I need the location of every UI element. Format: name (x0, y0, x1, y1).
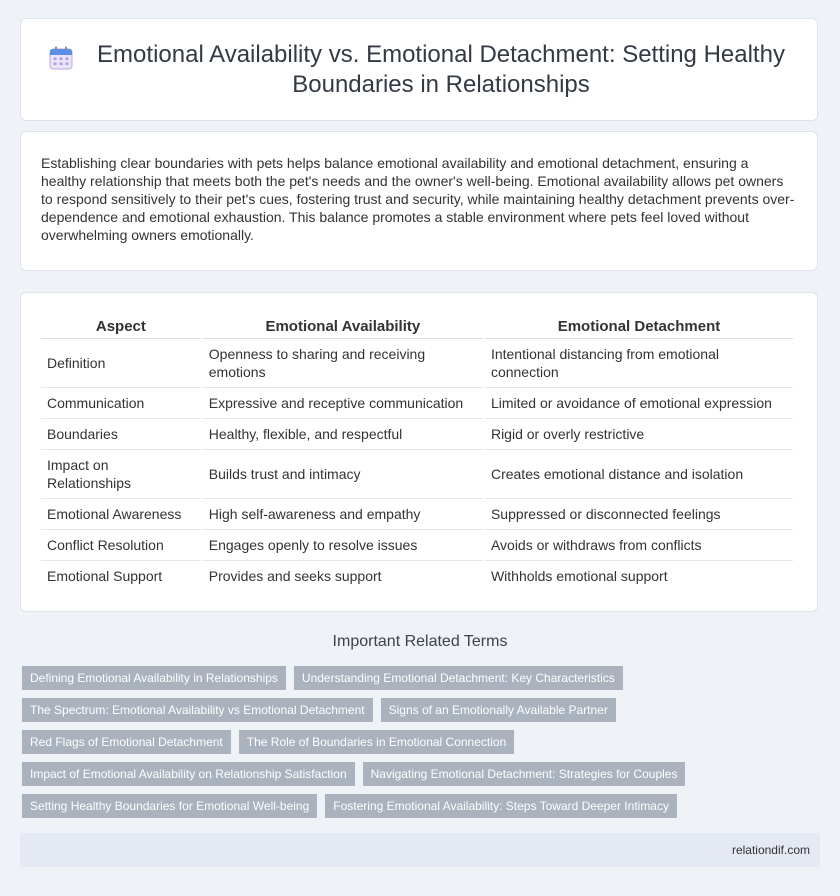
cell-aspect: Impact on Relationships (41, 450, 201, 499)
table-row (41, 530, 793, 561)
related-term-tag[interactable]: Signs of an Emotionally Available Partner (381, 698, 616, 722)
table-row (41, 450, 793, 499)
table-row (41, 339, 793, 388)
calendar-icon (49, 46, 73, 70)
cell-availability: Expressive and receptive communication (203, 388, 483, 419)
related-term-tag[interactable]: Understanding Emotional Detachment: Key Characteristics (294, 666, 623, 690)
related-term-tag[interactable]: The Role of Boundaries in Emotional Connection (239, 730, 515, 754)
header-card (20, 18, 818, 121)
related-term-tag[interactable]: Red Flags of Emotional Detachment (22, 730, 231, 754)
intro-card (20, 131, 818, 271)
cell-detachment: Intentional distancing from emotional connection (485, 339, 793, 388)
tag-row (22, 666, 742, 690)
footer (20, 833, 820, 867)
related-term-tag[interactable]: Fostering Emotional Availability: Steps Toward Deeper Intimacy (325, 794, 677, 818)
tag-row (22, 762, 742, 786)
related-term-tag[interactable]: Setting Healthy Boundaries for Emotional Well-being (22, 794, 317, 818)
footer-site-link[interactable]: relationdif.com (731, 843, 810, 857)
cell-availability: High self-awareness and empathy (203, 499, 483, 530)
related-term-tag[interactable]: Impact of Emotional Availability on Relationship Satisfaction (22, 762, 355, 786)
cell-detachment: Avoids or withdraws from conflicts (485, 530, 793, 561)
cell-aspect: Emotional Support (47, 568, 163, 584)
cell-aspect: Boundaries (41, 419, 201, 450)
intro-paragraph: Establishing clear boundaries with pets helps balance emotional availability and emotional detachment, ensuring a healthy relationship that meets both the pet's needs and the owner's well-being. Emotional availability allows pet owners to respond sensitively to their pet's cues, fostering trust and security, while maintaining healthy detachment prevents over-dependence and emotional exhaustion. This balance promotes a stable environment where pets feel loved without overwhelming owners emotionally. (41, 155, 795, 243)
cell-availability: Builds trust and intimacy (203, 450, 483, 499)
cell-availability: Openness to sharing and receiving emotions (203, 339, 483, 388)
cell-availability: Engages openly to resolve issues (203, 530, 483, 561)
tag-row (22, 730, 742, 754)
table-row (41, 388, 793, 419)
related-term-tag[interactable]: The Spectrum: Emotional Availability vs Emotional Detachment (22, 698, 373, 722)
table-header-row (41, 315, 793, 339)
cell-aspect: Emotional Awareness (41, 499, 201, 530)
cell-aspect: Communication (41, 388, 201, 419)
related-terms-list (22, 666, 742, 826)
title-wrap (49, 40, 789, 100)
page-title: Emotional Availability vs. Emotional Detachment: Setting Healthy Boundaries in Relationships (97, 40, 785, 98)
table-row (41, 419, 793, 450)
table-row (41, 561, 793, 591)
cell-detachment: Creates emotional distance and isolation (485, 450, 793, 499)
cell-detachment: Rigid or overly restrictive (485, 419, 793, 450)
table-row (41, 499, 793, 530)
cell-detachment: Withholds emotional support (490, 568, 668, 584)
cell-aspect: Conflict Resolution (41, 530, 201, 561)
cell-availability: Healthy, flexible, and respectful (203, 419, 483, 450)
related-term-tag[interactable]: Navigating Emotional Detachment: Strategies for Couples (363, 762, 686, 786)
comparison-table (39, 315, 795, 591)
cell-detachment: Limited or avoidance of emotional expression (485, 388, 793, 419)
cell-aspect: Definition (41, 339, 201, 388)
tag-row (22, 698, 742, 722)
cell-availability: Provides and seeks support (208, 568, 382, 584)
header-availability: Emotional Availability (203, 315, 483, 339)
related-terms-title: Important Related Terms (332, 633, 508, 650)
header-detachment: Emotional Detachment (485, 315, 793, 339)
cell-detachment: Suppressed or disconnected feelings (485, 499, 793, 530)
related-term-tag[interactable]: Defining Emotional Availability in Relationships (22, 666, 286, 690)
comparison-card (20, 292, 818, 612)
header-aspect: Aspect (41, 315, 201, 339)
tag-row (22, 794, 742, 818)
